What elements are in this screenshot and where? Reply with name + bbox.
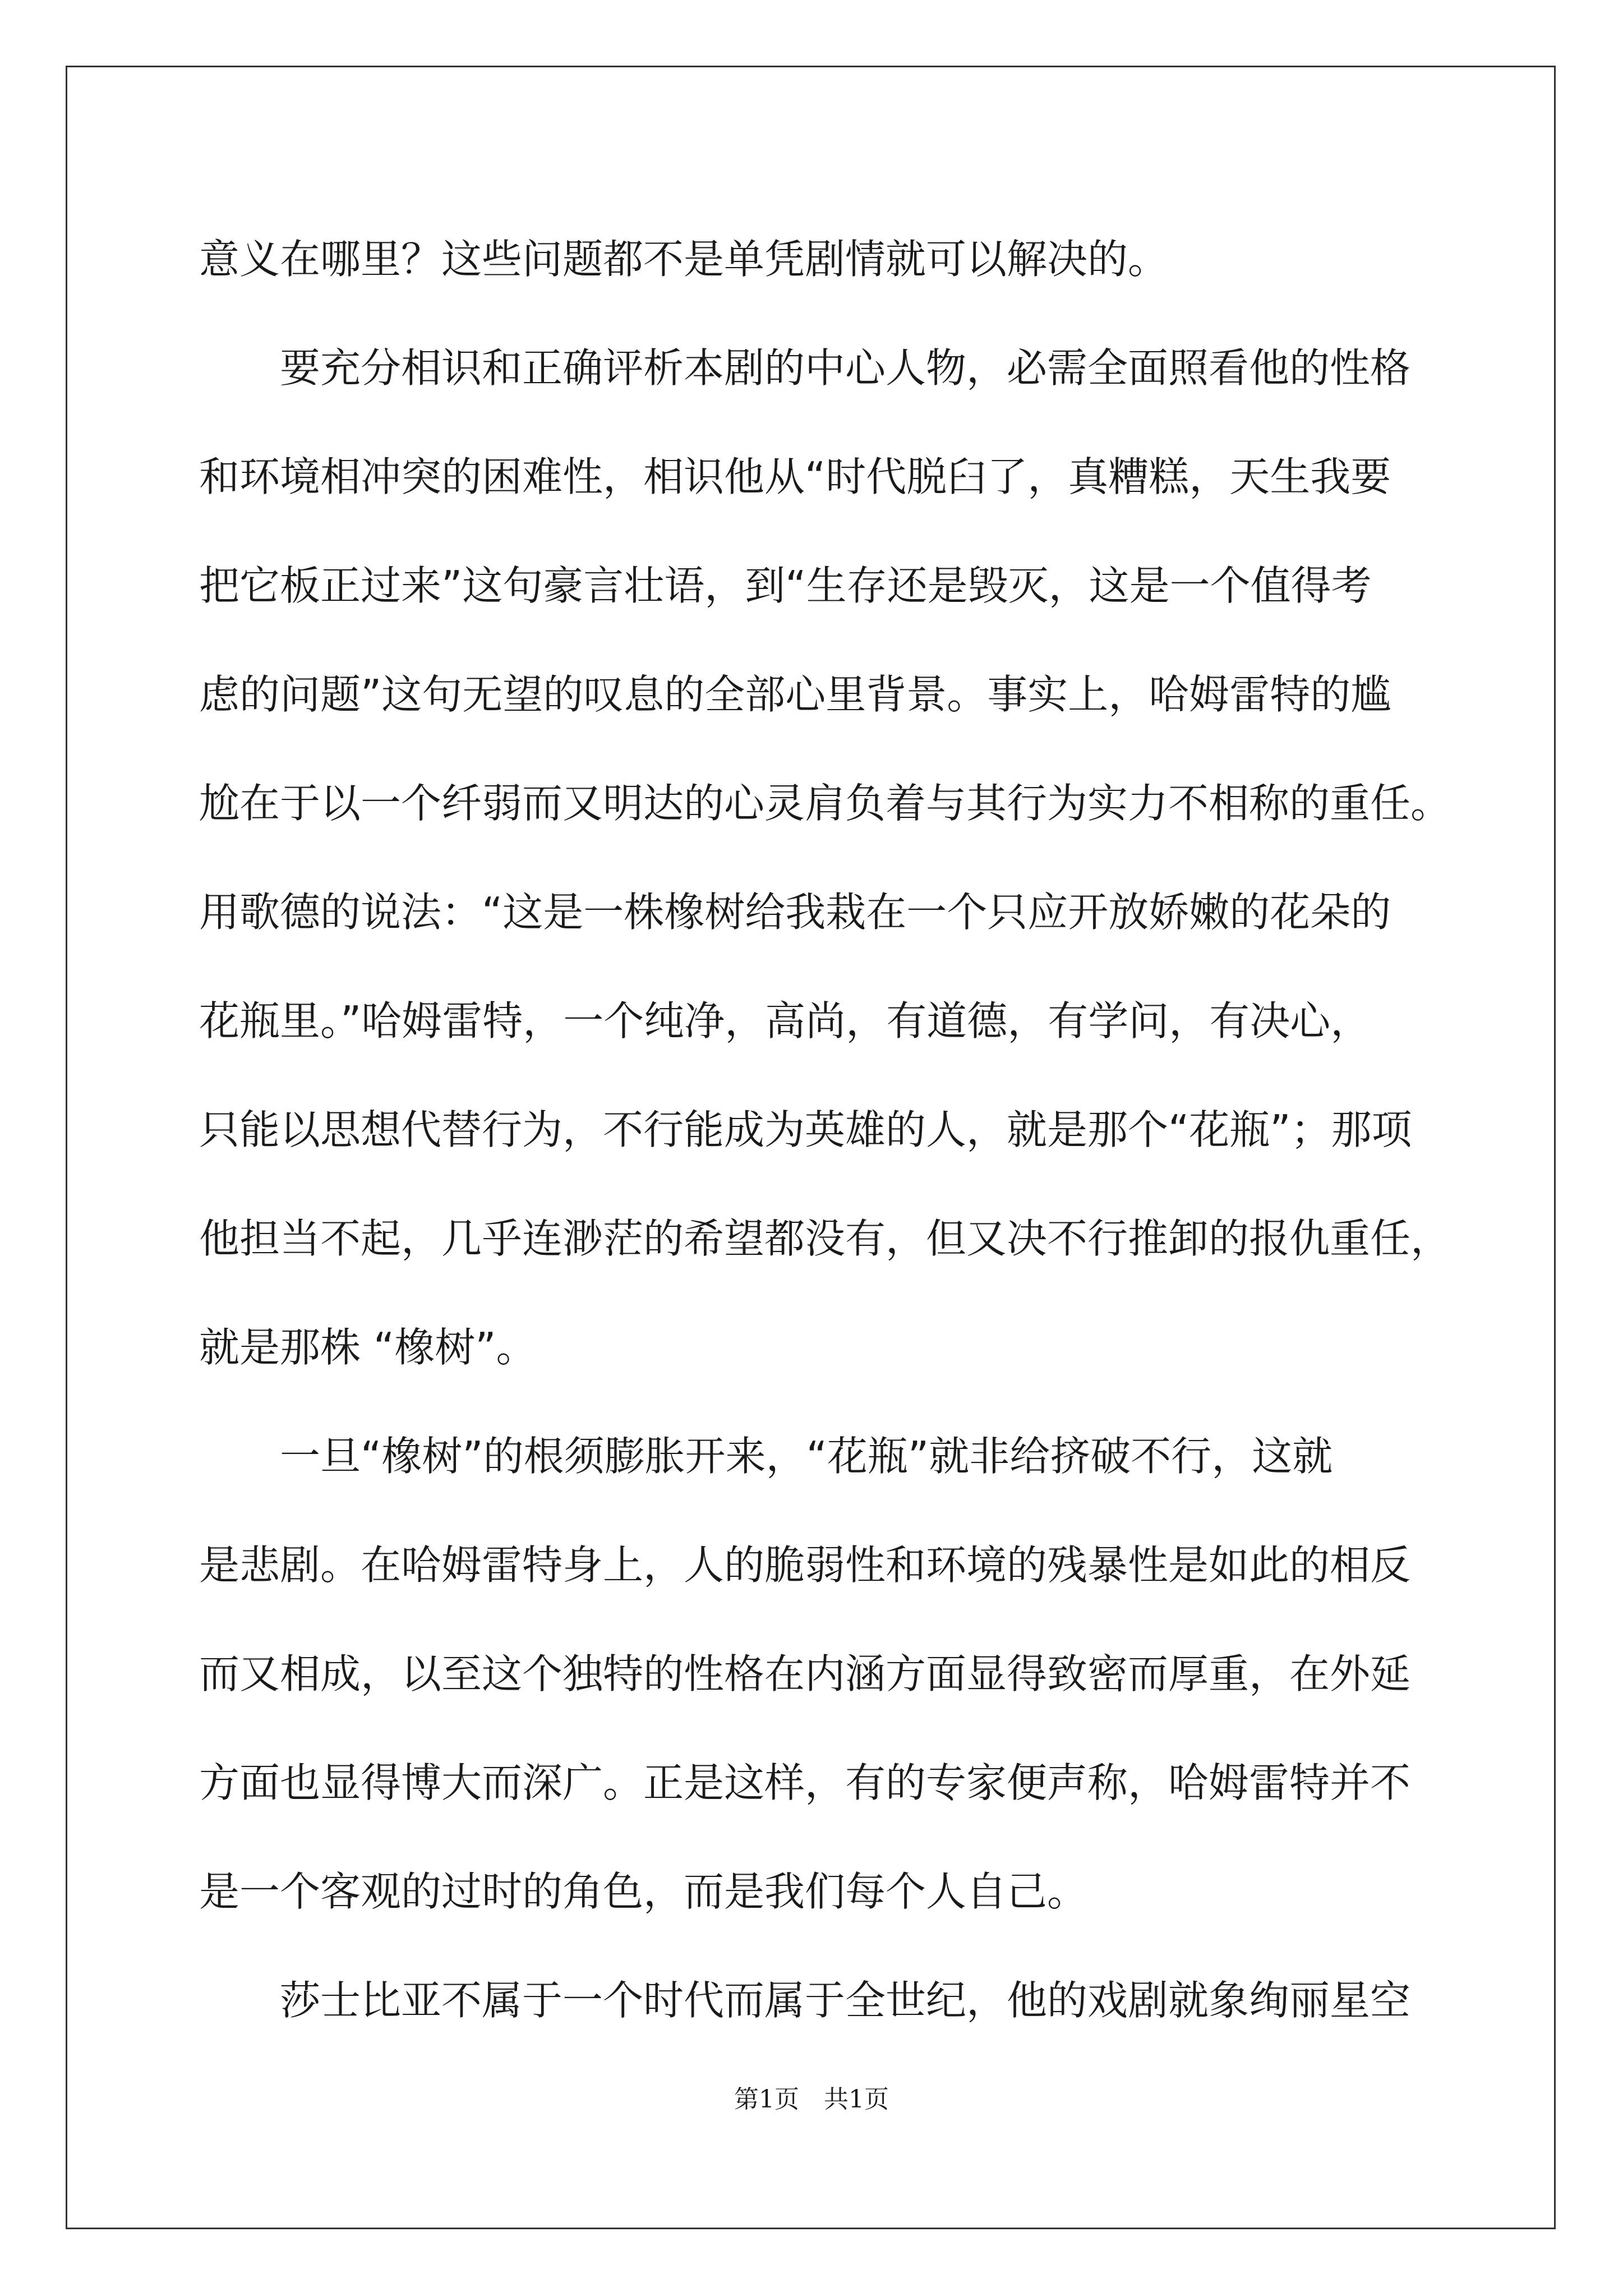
text-line: 要充分相识和正确评析本剧的中心人物，必需全面照看他的性格: [199, 344, 1411, 392]
text-line: 莎士比亚不属于一个时代而属于全世纪，他的戏剧就象绚丽星空: [199, 1977, 1411, 2024]
text-line: 是一个客观的过时的角色，而是我们每个人自己。: [199, 1868, 1088, 1915]
text-line: 就是那株 “橡树”。: [199, 1324, 537, 1371]
text-line: 意义在哪里？这些问题都不是单凭剧情就可以解决的。: [199, 236, 1169, 283]
text-line: 虑的问题”这句无望的叹息的全部心里背景。事实上，哈姆雷特的尴: [199, 671, 1391, 718]
text-line: 用歌德的说法：“这是一株橡树给我栽在一个只应开放娇嫩的花朵的: [199, 889, 1391, 936]
page-number: 第1页 共1页: [734, 2085, 889, 2114]
text-line: 是悲剧。在哈姆雷特身上，人的脆弱性和环境的残暴性是如此的相反: [199, 1542, 1411, 1589]
text-line: 花瓶里。”哈姆雷特，一个纯净，高尚，有道德，有学问，有决心，: [199, 997, 1371, 1045]
text-line: 和环境相冲突的困难性，相识他从“时代脱臼了，真糟糕，天生我要: [199, 453, 1391, 500]
text-line: 一旦“橡树”的根须膨胀开来，“花瓶”就非给挤破不行，这就: [199, 1433, 1333, 1480]
text-line: 而又相成，以至这个独特的性格在内涵方面显得致密而厚重，在外延: [199, 1650, 1411, 1697]
text-line: 只能以思想代替行为，不行能成为英雄的人，就是那个“花瓶”；那项: [199, 1106, 1412, 1153]
text-line: 尬在于以一个纤弱而又明达的心灵肩负着与其行为实力不相称的重任。: [199, 780, 1451, 827]
text-line: 方面也显得博大而深广。正是这样，有的专家便声称，哈姆雷特并不: [199, 1759, 1411, 1806]
text-line: 把它板正过来”这句豪言壮语，到“生存还是毁灭，这是一个值得考: [199, 562, 1372, 609]
page-footer: [0, 2079, 1623, 2115]
document-body: [199, 205, 1451, 2055]
text-line: 他担当不起，几乎连渺茫的希望都没有，但又决不行推卸的报仇重任，: [199, 1215, 1451, 1262]
